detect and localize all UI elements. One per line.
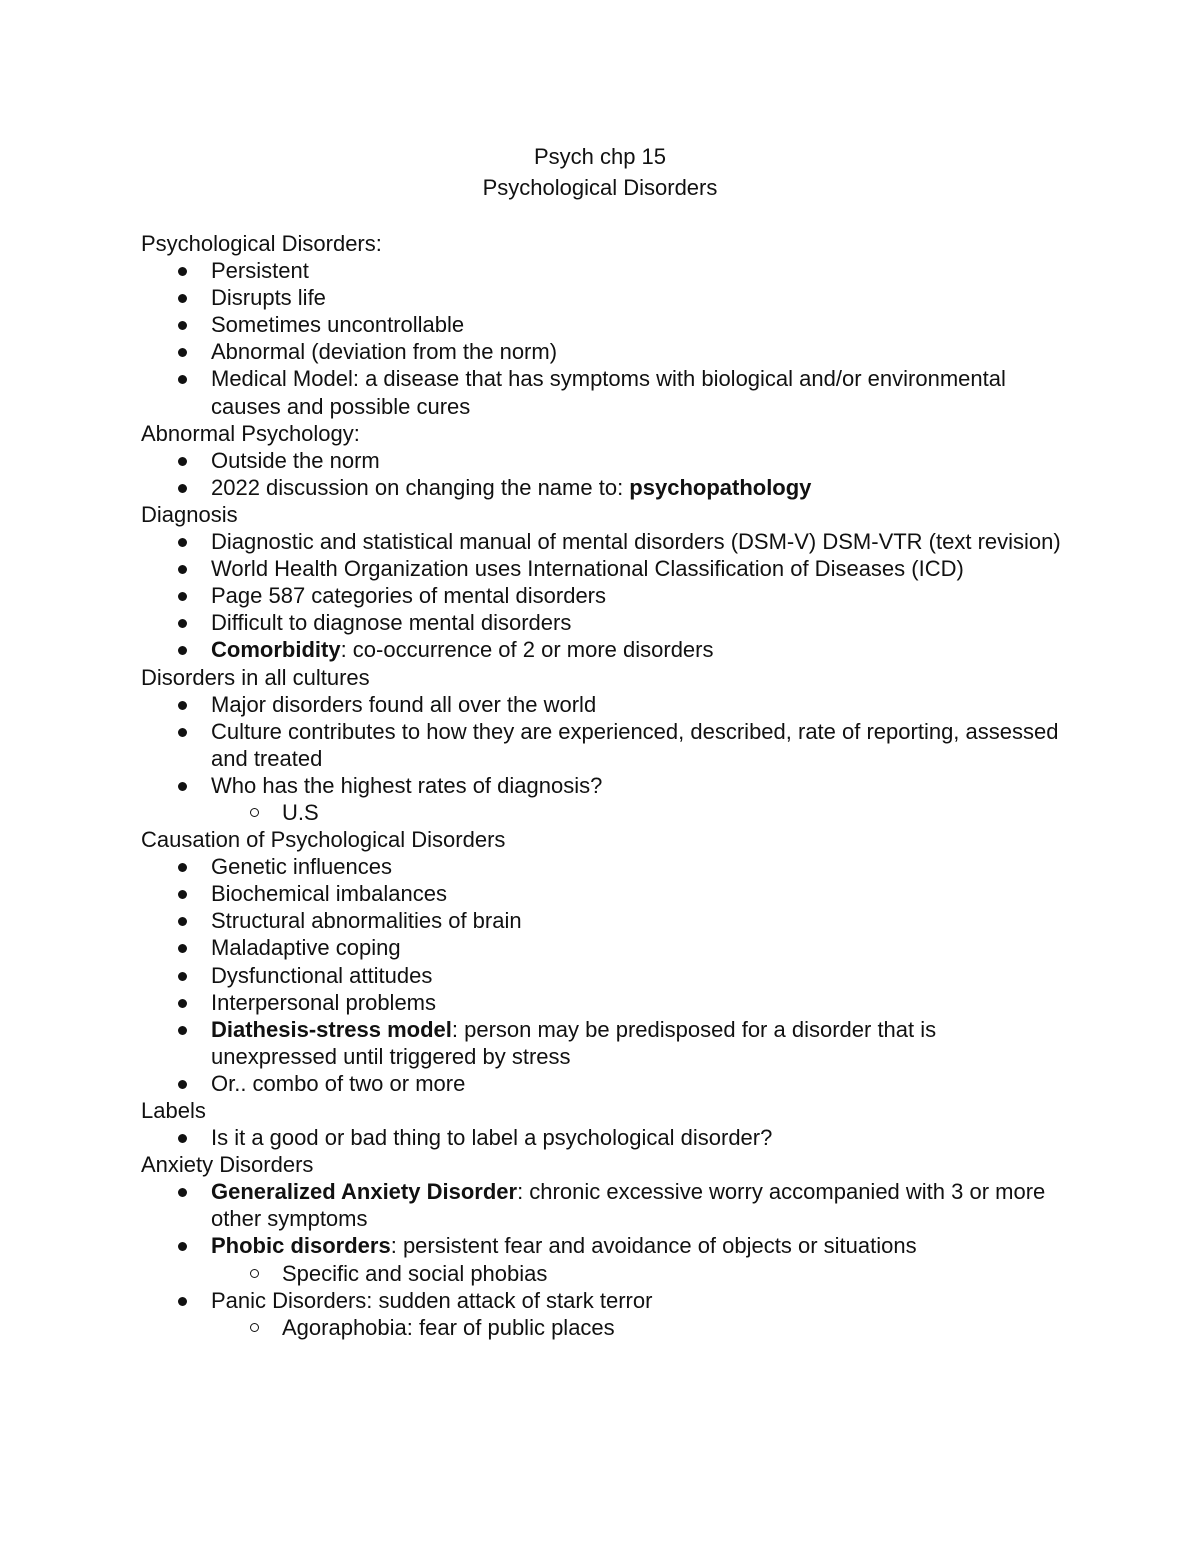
section-heading-causation: Causation of Psychological Disorders (141, 827, 506, 853)
list-item: Maladaptive coping (141, 934, 1061, 961)
bullet-icon (178, 1297, 187, 1306)
bullet-icon (178, 457, 187, 466)
section-heading-diagnosis: Diagnosis (141, 501, 238, 527)
list-item: Disrupts life (141, 284, 1061, 311)
list-item: Phobic disorders: persistent fear and avoidance of objects or situations (141, 1232, 1061, 1259)
bold-term: Diathesis-stress model (211, 1016, 452, 1042)
section-heading-psychological-disorders: Psychological Disorders: (141, 231, 382, 256)
sub-list-item: Specific and social phobias (141, 1260, 1061, 1287)
bullet-icon (178, 619, 187, 628)
bullet-icon (178, 294, 187, 303)
abnormal-psychology-list (141, 447, 1061, 501)
list-item: Major disorders found all over the world (141, 691, 1061, 718)
list-item: Difficult to diagnose mental disorders (141, 609, 1061, 636)
list-item: 2022 discussion on changing the name to: psychopathology (141, 474, 1061, 501)
list-item: Outside the norm (141, 447, 1061, 474)
labels-list (141, 1124, 1061, 1151)
anxiety-list (141, 1178, 1061, 1341)
list-item: Or.. combo of two or more (141, 1070, 1061, 1097)
list-item: Page 587 categories of mental disorders (141, 582, 1061, 609)
section-heading-anxiety: Anxiety Disorders (141, 1152, 314, 1178)
sub-list-item: Agoraphobia: fear of public places (141, 1314, 1061, 1341)
list-item: Diagnostic and statistical manual of mental disorders (DSM-V) DSM-VTR (text revision) (141, 528, 1061, 555)
list-item: Abnormal (deviation from the norm) (141, 338, 1061, 365)
bullet-icon (178, 1242, 187, 1251)
diagnosis-list (141, 528, 1061, 663)
bullet-icon (178, 375, 187, 384)
bullet-icon (178, 728, 187, 737)
bullet-icon (178, 944, 187, 953)
bullet-icon (178, 1134, 187, 1143)
bullet-icon (178, 484, 187, 493)
list-item: Persistent (141, 257, 1061, 284)
bullet-icon (178, 701, 187, 710)
bullet-icon (178, 565, 187, 574)
causation-list (141, 853, 1061, 1097)
psychological-disorders-list (141, 257, 1061, 420)
list-item: Genetic influences (141, 853, 1061, 880)
bullet-icon (178, 1080, 187, 1089)
bullet-icon (178, 917, 187, 926)
list-item: Panic Disorders: sudden attack of stark terror (141, 1287, 1061, 1314)
bold-term: psychopathology (629, 474, 812, 500)
hollow-bullet-icon (250, 808, 259, 817)
list-item: Culture contributes to how they are experienced, described, rate of reporting, assessed and treated (141, 718, 1061, 772)
list-item: Medical Model: a disease that has symptoms with biological and/or environmental causes and possible cures (141, 365, 1061, 419)
bullet-icon (178, 267, 187, 276)
bullet-icon (178, 348, 187, 357)
list-item: Is it a good or bad thing to label a psychological disorder? (141, 1124, 1061, 1151)
bullet-icon (178, 321, 187, 330)
section-heading-abnormal-psychology: Abnormal Psychology: (141, 420, 360, 446)
hollow-bullet-icon (250, 1323, 259, 1332)
cultures-list (141, 691, 1061, 826)
bullet-icon (178, 782, 187, 791)
list-item: Sometimes uncontrollable (141, 311, 1061, 338)
list-item: Interpersonal problems (141, 989, 1061, 1016)
bullet-icon (178, 890, 187, 899)
list-item: Diathesis-stress model: person may be predisposed for a disorder that is unexpressed until triggered by stress (141, 1016, 1061, 1070)
document-subtitle: Psychological Disorders (482, 175, 718, 200)
bold-term: Phobic disorders (211, 1233, 391, 1259)
list-item: Dysfunctional attitudes (141, 962, 1061, 989)
list-item: Who has the highest rates of diagnosis? (141, 772, 1061, 799)
hollow-bullet-icon (250, 1269, 259, 1278)
list-item: World Health Organization uses International Classification of Diseases (ICD) (141, 555, 1061, 582)
bold-term: Generalized Anxiety Disorder (211, 1179, 518, 1205)
bullet-icon (178, 999, 187, 1008)
bullet-icon (178, 1026, 187, 1035)
list-item: Biochemical imbalances (141, 880, 1061, 907)
section-heading-labels: Labels (141, 1098, 206, 1123)
bold-term: Comorbidity (211, 637, 341, 663)
bullet-icon (178, 863, 187, 872)
title-block (0, 141, 1200, 203)
bullet-icon (178, 592, 187, 601)
list-item: Comorbidity: co-occurrence of 2 or more disorders (141, 636, 1061, 663)
section-heading-cultures: Disorders in all cultures (141, 664, 370, 690)
notes-content (141, 230, 1061, 1341)
bullet-icon (178, 972, 187, 981)
list-item: Generalized Anxiety Disorder: chronic excessive worry accompanied with 3 or more other symptoms (141, 1178, 1061, 1232)
list-item: Structural abnormalities of brain (141, 907, 1061, 934)
bullet-icon (178, 1188, 187, 1197)
sub-list-item: U.S (141, 799, 1061, 826)
document-title: Psych chp 15 (533, 144, 667, 169)
bullet-icon (178, 538, 187, 547)
bullet-icon (178, 646, 187, 655)
